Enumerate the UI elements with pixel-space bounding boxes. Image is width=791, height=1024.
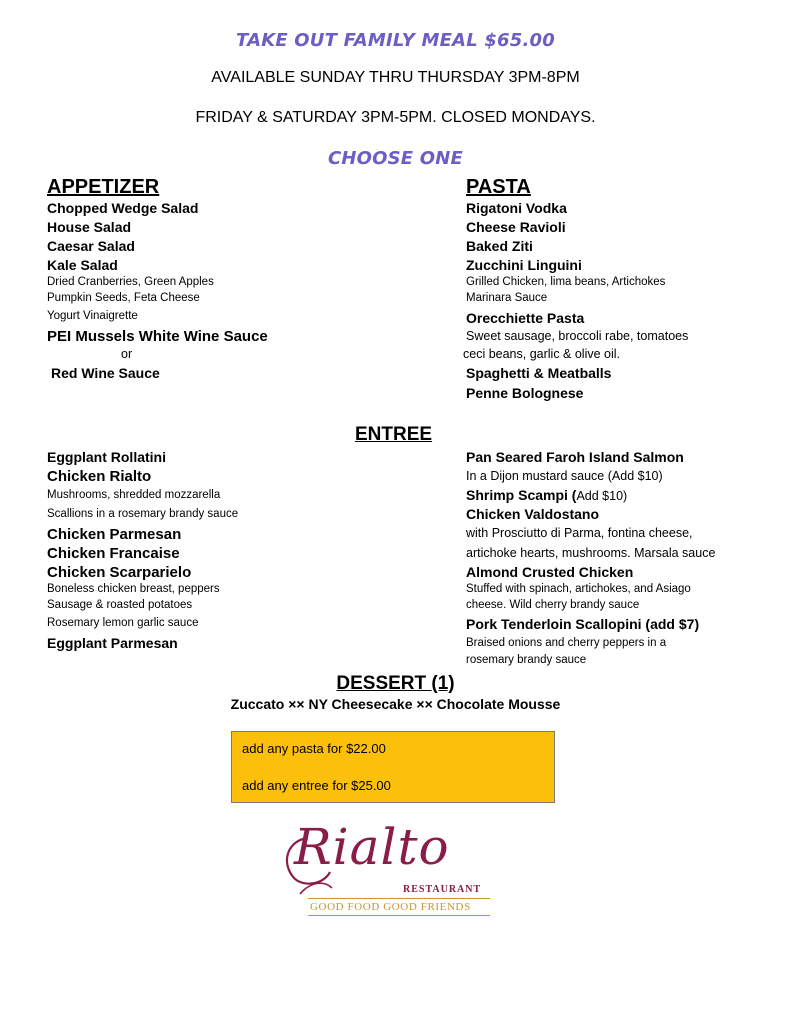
entree-description: with Prosciutto di Parma, fontina cheese, xyxy=(466,526,693,540)
entree-item: Chicken Rialto xyxy=(47,468,152,485)
dessert-heading-text: DESSERT (1) xyxy=(336,673,455,694)
pasta-description: Marinara Sauce xyxy=(466,292,548,304)
pasta-description: Sweet sausage, broccoli rabe, tomatoes xyxy=(466,329,689,343)
entree-heading: ENTREE xyxy=(355,424,433,445)
pasta-description: ceci beans, garlic & olive oil. xyxy=(463,347,621,361)
pasta-item: Cheese Ravioli xyxy=(466,219,566,235)
appetizer-description: Dried Cranberries, Green Apples xyxy=(47,276,214,288)
entree-item: Almond Crusted Chicken xyxy=(466,564,634,580)
addon-pasta: add any pasta for $22.00 xyxy=(242,741,386,756)
entree-description: Mushrooms, shredded mozzarella xyxy=(47,489,221,501)
entree-description: Rosemary lemon garlic sauce xyxy=(47,617,199,629)
entree-description: Braised onions and cherry peppers in a xyxy=(466,637,667,649)
entree-item: Chicken Francaise xyxy=(47,545,180,562)
page-title: TAKE OUT FAMILY MEAL $65.00 xyxy=(235,30,555,51)
logo-rule-bottom xyxy=(308,915,490,916)
entree-description: rosemary brandy sauce xyxy=(466,654,587,666)
availability-weekdays: AVAILABLE SUNDAY THRU THURSDAY 3PM-8PM xyxy=(211,69,580,86)
logo-rule-top xyxy=(308,898,490,899)
entree-description: Boneless chicken breast, peppers xyxy=(47,583,220,595)
dessert-items: Zuccato ×× NY Cheesecake ×× Chocolate Mousse xyxy=(230,696,561,712)
addon-entree: add any entree for $25.00 xyxy=(242,778,391,793)
pasta-item: Spaghetti & Meatballs xyxy=(466,365,612,381)
entree-item: Pork Tenderloin Scallopini (add $7) xyxy=(466,616,700,632)
dessert-heading xyxy=(0,674,791,693)
entree-item: Chicken Valdostano xyxy=(466,506,600,522)
shrimp-scampi-price: Add $10) xyxy=(576,489,628,503)
entree-description: Stuffed with spinach, artichokes, and Asiago xyxy=(466,583,691,595)
appetizer-description: Pumpkin Seeds, Feta Cheese xyxy=(47,292,200,304)
pasta-item: Penne Bolognese xyxy=(466,385,584,401)
entree-item: Eggplant Parmesan xyxy=(47,635,178,651)
appetizer-heading: APPETIZER xyxy=(47,176,160,198)
entree-description: artichoke hearts, mushrooms. Marsala sauce xyxy=(466,546,716,560)
rialto-logo xyxy=(280,818,500,926)
entree-item: Pan Seared Faroh Island Salmon xyxy=(466,449,684,465)
addon-box xyxy=(231,731,555,803)
appetizer-item: Caesar Salad xyxy=(47,238,135,254)
shrimp-scampi-name: Shrimp Scampi ( xyxy=(466,487,577,503)
pasta-heading: PASTA xyxy=(466,176,531,198)
pasta-item: Baked Ziti xyxy=(466,238,533,254)
appetizer-description: Yogurt Vinaigrette xyxy=(47,310,138,322)
pasta-description: Grilled Chicken, lima beans, Artichokes xyxy=(466,276,666,288)
appetizer-item: PEI Mussels White Wine Sauce xyxy=(47,328,268,345)
choose-one-heading: CHOOSE ONE xyxy=(327,148,464,169)
appetizer-item: Chopped Wedge Salad xyxy=(47,200,199,216)
entree-item: Eggplant Rollatini xyxy=(47,449,166,465)
entree-item xyxy=(466,488,627,503)
logo-tagline: GOOD FOOD GOOD FRIENDS xyxy=(310,901,471,913)
appetizer-item: House Salad xyxy=(47,219,132,235)
appetizer-item: Kale Salad xyxy=(47,257,118,273)
entree-description: Scallions in a rosemary brandy sauce xyxy=(47,508,239,520)
logo-name: Rialto xyxy=(294,818,450,876)
pasta-item: Rigatoni Vodka xyxy=(466,200,567,216)
entree-item: Chicken Parmesan xyxy=(47,526,182,543)
appetizer-item: Red Wine Sauce xyxy=(51,365,160,381)
entree-item: Chicken Scarparielo xyxy=(47,564,192,581)
entree-description: In a Dijon mustard sauce (Add $10) xyxy=(466,469,663,483)
entree-description: Sausage & roasted potatoes xyxy=(47,599,193,611)
availability-weekend: FRIDAY & SATURDAY 3PM-5PM. CLOSED MONDAYS. xyxy=(195,109,596,126)
pasta-item: Orecchiette Pasta xyxy=(466,310,585,326)
appetizer-or: or xyxy=(121,347,133,361)
logo-subtitle: RESTAURANT xyxy=(403,884,482,895)
pasta-item: Zucchini Linguini xyxy=(466,257,582,273)
entree-description: cheese. Wild cherry brandy sauce xyxy=(466,599,640,611)
